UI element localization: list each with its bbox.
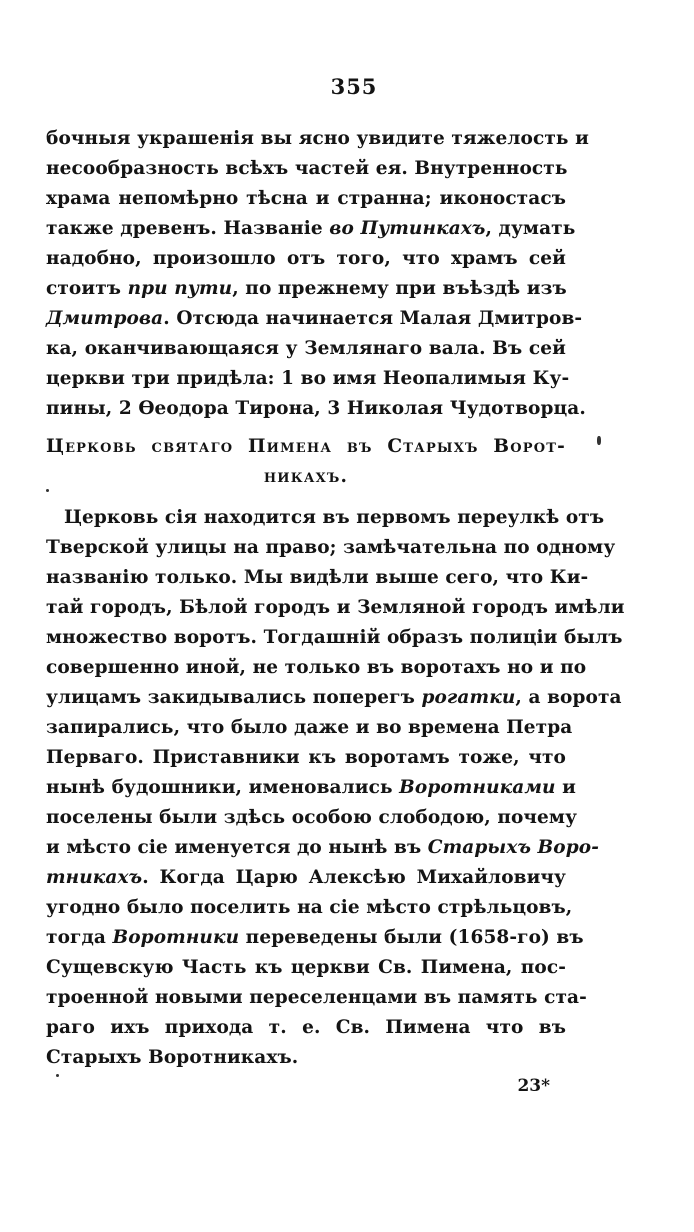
text-line: нынѣ будошники, именовались Воротниками и <box>46 777 576 798</box>
text-line: Перваго. Приставники къ воротамъ тоже, что <box>46 747 566 768</box>
italic-text: тникахъ <box>46 867 143 888</box>
ink-speck <box>46 489 49 492</box>
italic-text: при пути <box>127 278 233 299</box>
text-line: тогда Воротники переведены были (1658-го) въ <box>46 927 584 948</box>
paragraph-church-in-putinki <box>46 124 589 424</box>
ink-speck <box>597 436 601 445</box>
section-heading <box>46 432 566 492</box>
text-line: Дмитрова. Отсюда начинается Малая Дмитров- <box>46 308 583 329</box>
ink-speck <box>56 1074 59 1077</box>
text-line: Сущевскую Часть къ церкви Св. Пимена, пос- <box>46 957 566 978</box>
italic-text: рогатки <box>421 687 516 708</box>
text-line: Тверской улицы на право; замѣчательна по одному <box>46 537 616 558</box>
text-line: поселены были здѣсь особою слободою, почему <box>46 807 578 828</box>
text-line: стоитъ при пути, по прежнему при въѣздѣ изъ <box>46 278 567 299</box>
text-line: Церковь сія находится въ первомъ переулкѣ отъ <box>64 507 605 528</box>
italic-text: во Путинкахъ <box>329 218 486 239</box>
text-line: бочныя украшенія вы ясно увидите тяжелость и <box>46 128 589 149</box>
text-line: раго ихъ прихода т. е. Св. Пимена что въ <box>46 1017 566 1038</box>
text-line: тай городъ, Бѣлой городъ и Земляной городъ имѣли <box>46 597 625 618</box>
italic-text: Старыхъ Воро- <box>427 837 599 858</box>
italic-text: Воротниками <box>399 777 556 798</box>
page-number: 355 <box>330 74 378 99</box>
text-line: множество воротъ. Тогдашній образъ полиціи былъ <box>46 627 623 648</box>
text-line: совершенно иной, не только въ воротахъ но и по <box>46 657 587 678</box>
text-line: Старыхъ Воротникахъ. <box>46 1047 299 1068</box>
italic-text: Воротники <box>112 927 240 948</box>
text-line: ка, оканчивающаяся у Землянаго вала. Въ сей <box>46 338 566 359</box>
text-line: угодно было поселить на сіе мѣсто стрѣльцовъ, <box>46 897 573 918</box>
text-line: пины, 2 Ѳеодора Тирона, 3 Николая Чудотворца. <box>46 398 586 419</box>
paragraph-church-of-st-pimen <box>46 503 625 1073</box>
text-line: церкви три придѣла: 1 во имя Неопалимыя Ку- <box>46 368 570 389</box>
text-line: несообразность всѣхъ частей ея. Внутренность <box>46 158 568 179</box>
heading-line: Церковь святаго Пимена въ Старыхъ Ворот- <box>46 436 566 457</box>
text-line: улицамъ закидывались поперегъ рогатки, а ворота <box>46 687 622 708</box>
text-line: надобно, произошло отъ того, что храмъ сей <box>46 248 566 269</box>
text-line: также древенъ. Названіе во Путинкахъ, думать <box>46 218 576 239</box>
text-line: троенной новыми переселенцами въ память ста- <box>46 987 587 1008</box>
text-line: и мѣсто сіе именуется до нынѣ въ Старыхъ Воро- <box>46 837 599 858</box>
text-line: храма непомѣрно тѣсна и странна; иконостасъ <box>46 188 566 209</box>
italic-text: Дмитрова <box>46 308 164 329</box>
signature-mark: 23* <box>517 1076 550 1096</box>
heading-line: никахъ. <box>263 466 349 487</box>
text-line: запирались, что было даже и во времена Петра <box>46 717 573 738</box>
text-line: названію только. Мы видѣли выше сего, что Ки- <box>46 567 589 588</box>
text-line: тникахъ. Когда Царю Алексѣю Михайловичу <box>46 867 566 888</box>
